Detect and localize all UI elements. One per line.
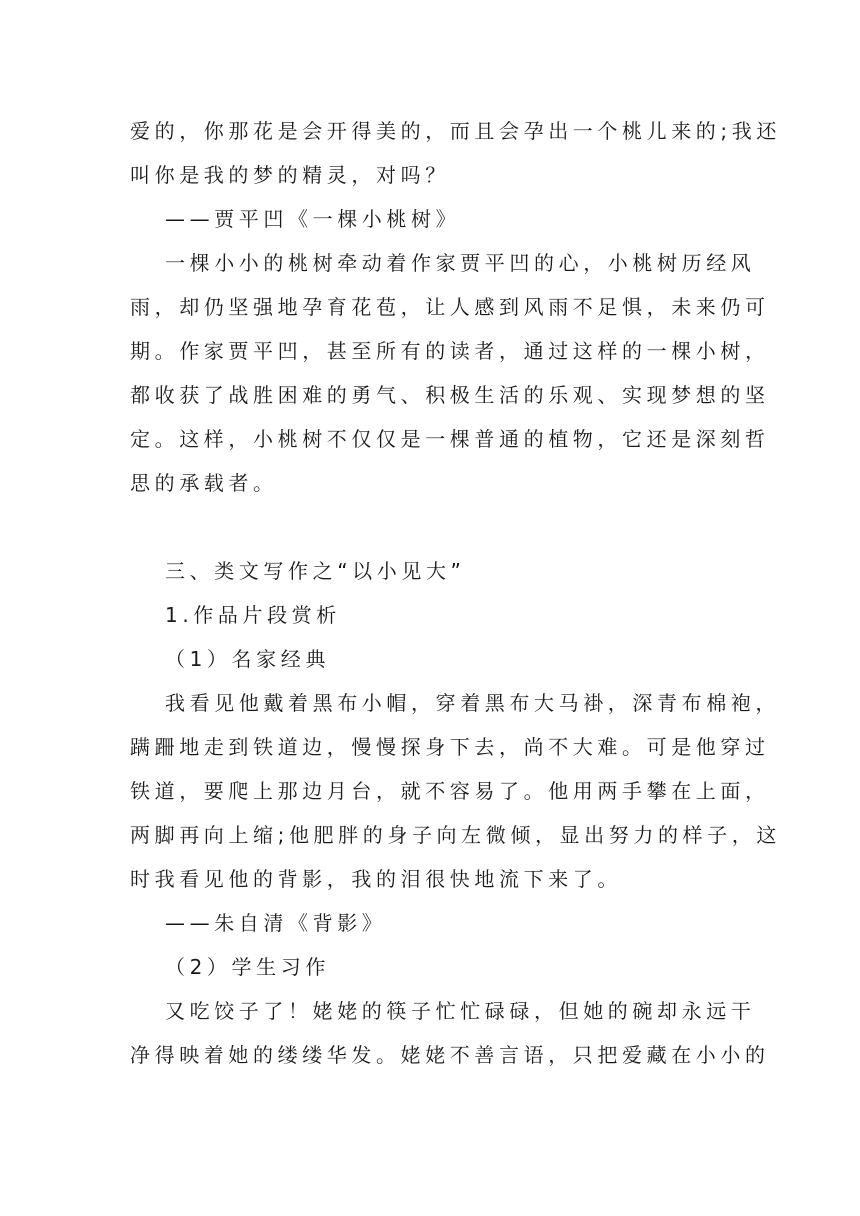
subsection-heading: 1.作品片段赏析 [165, 603, 341, 627]
body-line: 定。这样，小桃树不仅仅是一棵普通的植物，它还是深刻哲 [130, 427, 770, 451]
quote-attribution: ——贾平凹《一棵小桃树》 [165, 207, 461, 231]
subsection-heading: （2）学生习作 [165, 955, 330, 979]
quote-attribution: ——朱自清《背影》 [165, 911, 387, 935]
subsection-heading: （1）名家经典 [165, 647, 330, 671]
body-line: 思的承载者。 [130, 471, 278, 495]
body-line: 蹒跚地走到铁道边，慢慢探身下去，尚不大难。可是他穿过 [130, 735, 770, 759]
body-line: 都收获了战胜困难的勇气、积极生活的乐观、实现梦想的坚 [130, 383, 770, 407]
body-line: 又吃饺子了！姥姥的筷子忙忙碌碌，但她的碗却永远干 [165, 999, 756, 1023]
body-line: 雨，却仍坚强地孕育花苞，让人感到风雨不足惧，未来仍可 [130, 295, 770, 319]
body-line: 期。作家贾平凹，甚至所有的读者，通过这样的一棵小树， [130, 339, 770, 363]
body-line: 一棵小小的桃树牵动着作家贾平凹的心，小桃树历经风 [165, 251, 756, 275]
body-line: 铁道，要爬上那边月台，就不容易了。他用两手攀在上面， [130, 779, 770, 803]
body-line: 爱的，你那花是会开得美的，而且会孕出一个桃儿来的;我还 [130, 119, 781, 143]
body-line: 时我看见他的背影，我的泪很快地流下来了。 [130, 867, 622, 891]
body-line: 我看见他戴着黑布小帽，穿着黑布大马褂，深青布棉袍， [165, 691, 780, 715]
section-heading: 三、类文写作之“以小见大” [165, 559, 466, 583]
body-line: 叫你是我的梦的精灵，对吗？ [130, 163, 450, 187]
body-line: 净得映着她的缕缕华发。姥姥不善言语，只把爱藏在小小的 [130, 1043, 770, 1067]
body-line: 两脚再向上缩;他肥胖的身子向左微倾，显出努力的样子，这 [130, 823, 781, 847]
